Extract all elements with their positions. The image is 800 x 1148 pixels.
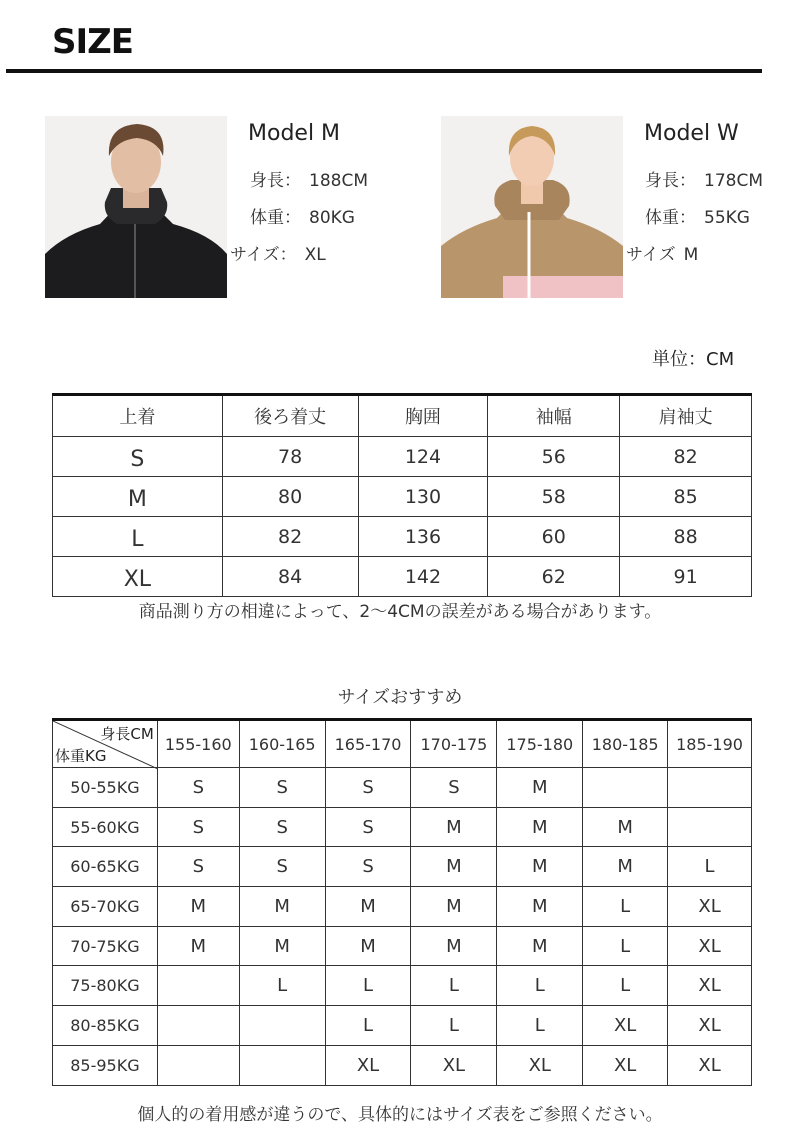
size-cell: L [583, 926, 668, 966]
size-cell: XL [668, 926, 752, 966]
model-m-weight-label: 体重： [250, 208, 301, 228]
size-cell: M [497, 768, 583, 808]
size-cell: L [583, 966, 668, 1006]
size-cell: L [411, 966, 497, 1006]
size-cell: M [239, 926, 325, 966]
corner-cell [53, 720, 158, 768]
table-cell: 60 [488, 517, 620, 557]
size-cell: M [325, 887, 411, 927]
table-row [53, 477, 752, 517]
size-cell: S [157, 768, 239, 808]
model-w-height-label: 身長： [645, 171, 696, 191]
model-m-weight [250, 203, 355, 228]
height-header: 175-180 [497, 720, 583, 768]
size-cell: M [157, 887, 239, 927]
table-cell: 80 [222, 477, 358, 517]
table-cell: 142 [358, 557, 488, 597]
table-row [53, 437, 752, 477]
header-cell: 胸囲 [358, 395, 488, 437]
model-w-height-value: 178CM [704, 171, 763, 191]
model-w-name: Model W [644, 121, 739, 146]
table-row [53, 557, 752, 597]
size-cell: M [411, 926, 497, 966]
size-cell: S [239, 847, 325, 887]
size-cell: S [239, 807, 325, 847]
table-cell: 56 [488, 437, 620, 477]
size-cell: S [411, 768, 497, 808]
model-m-weight-value: 80KG [309, 208, 355, 228]
size-cell: XL [668, 1006, 752, 1046]
size-cell: L [325, 966, 411, 1006]
table-cell: 62 [488, 557, 620, 597]
table-cell: 82 [222, 517, 358, 557]
size-cell: L [668, 847, 752, 887]
size-cell [157, 966, 239, 1006]
size-cell: M [497, 807, 583, 847]
size-cell [668, 768, 752, 808]
table-row [53, 887, 752, 927]
table-cell: 130 [358, 477, 488, 517]
size-cell: L [239, 966, 325, 1006]
weight-header: 75-80KG [53, 966, 158, 1006]
page-title: SIZE [52, 22, 134, 62]
weight-header: 65-70KG [53, 887, 158, 927]
table-row [53, 966, 752, 1006]
size-cell: L [411, 1006, 497, 1046]
height-header: 165-170 [325, 720, 411, 768]
recommend-table [52, 718, 752, 1086]
table-row [53, 768, 752, 808]
table-row [53, 807, 752, 847]
unit-label: 単位：CM [652, 349, 735, 370]
model-w-weight [645, 203, 750, 228]
size-cell: L [325, 1006, 411, 1046]
size-cell: S [325, 807, 411, 847]
model-w-size-label: サイズ [626, 245, 676, 265]
table-cell: 78 [222, 437, 358, 477]
size-cell: M [497, 887, 583, 927]
size-cell: XL [668, 887, 752, 927]
size-cell [239, 1045, 325, 1085]
fit-note: 個人的の着用感が違うので、具体的にはサイズ表をご参照ください。 [137, 1105, 663, 1125]
model-w-size [626, 240, 698, 265]
corner-height-label: 身長CM [100, 725, 154, 743]
weight-header: 60-65KG [53, 847, 158, 887]
size-cell: M [411, 887, 497, 927]
table-cell: 84 [222, 557, 358, 597]
table-row [53, 926, 752, 966]
table-cell: 124 [358, 437, 488, 477]
size-cell: M [411, 807, 497, 847]
model-w-size-value: M [683, 245, 699, 265]
size-cell: S [239, 768, 325, 808]
weight-header: 50-55KG [53, 768, 158, 808]
model-m-height-label: 身長： [250, 171, 301, 191]
size-cell: S [325, 847, 411, 887]
model-m-size-label: サイズ： [230, 245, 297, 265]
table-row [53, 517, 752, 557]
model-m-height [250, 166, 368, 191]
size-cell: M [157, 926, 239, 966]
table-cell: M [53, 477, 223, 517]
size-cell: M [411, 847, 497, 887]
size-table-header [53, 395, 752, 437]
model-w-weight-value: 55KG [704, 208, 750, 228]
model-m-size [230, 240, 326, 265]
recommend-body [53, 768, 752, 1086]
height-header: 185-190 [668, 720, 752, 768]
weight-header: 70-75KG [53, 926, 158, 966]
recommend-title: サイズおすすめ [337, 687, 463, 708]
model-w-photo [441, 116, 623, 298]
table-cell: L [53, 517, 223, 557]
size-cell [583, 768, 668, 808]
height-header: 170-175 [411, 720, 497, 768]
size-cell: M [239, 887, 325, 927]
table-cell: XL [53, 557, 223, 597]
table-row [53, 1045, 752, 1085]
corner-weight-label: 体重KG [55, 747, 107, 765]
weight-header: 80-85KG [53, 1006, 158, 1046]
size-cell [668, 807, 752, 847]
size-cell: XL [325, 1045, 411, 1085]
table-cell: 88 [620, 517, 752, 557]
size-cell: M [497, 847, 583, 887]
table-row [53, 1006, 752, 1046]
model-m-size-value: XL [304, 245, 326, 265]
size-cell: XL [668, 1045, 752, 1085]
title-divider [6, 69, 762, 73]
model-m-photo [45, 116, 227, 298]
table-cell: 58 [488, 477, 620, 517]
header-cell: 後ろ着丈 [222, 395, 358, 437]
size-cell: XL [583, 1006, 668, 1046]
height-header: 180-185 [583, 720, 668, 768]
measurement-note: 商品測り方の相違によって、2〜4CMの誤差がある場合があります。 [138, 602, 662, 622]
height-header: 160-165 [239, 720, 325, 768]
table-cell: 91 [620, 557, 752, 597]
size-cell: M [583, 847, 668, 887]
model-m-height-value: 188CM [309, 171, 368, 191]
table-cell: S [53, 437, 223, 477]
size-cell: XL [668, 966, 752, 1006]
table-row [53, 847, 752, 887]
table-cell: 136 [358, 517, 488, 557]
size-cell: L [497, 1006, 583, 1046]
size-cell: S [157, 807, 239, 847]
size-cell: L [497, 966, 583, 1006]
weight-header: 55-60KG [53, 807, 158, 847]
size-cell [239, 1006, 325, 1046]
height-header: 155-160 [157, 720, 239, 768]
header-cell: 肩袖丈 [620, 395, 752, 437]
size-cell: M [583, 807, 668, 847]
table-cell: 85 [620, 477, 752, 517]
size-table [52, 393, 752, 597]
model-w-height [645, 166, 763, 191]
weight-header: 85-95KG [53, 1045, 158, 1085]
model-m-name: Model M [248, 121, 341, 146]
size-cell: L [583, 887, 668, 927]
size-cell: S [157, 847, 239, 887]
header-cell: 袖幅 [488, 395, 620, 437]
size-cell: XL [583, 1045, 668, 1085]
size-cell [157, 1006, 239, 1046]
table-cell: 82 [620, 437, 752, 477]
size-cell: S [325, 768, 411, 808]
model-w-weight-label: 体重： [645, 208, 696, 228]
header-cell: 上着 [53, 395, 223, 437]
size-cell: M [325, 926, 411, 966]
size-cell: XL [497, 1045, 583, 1085]
size-cell [157, 1045, 239, 1085]
recommend-header [53, 720, 752, 768]
size-cell: XL [411, 1045, 497, 1085]
size-cell: M [497, 926, 583, 966]
